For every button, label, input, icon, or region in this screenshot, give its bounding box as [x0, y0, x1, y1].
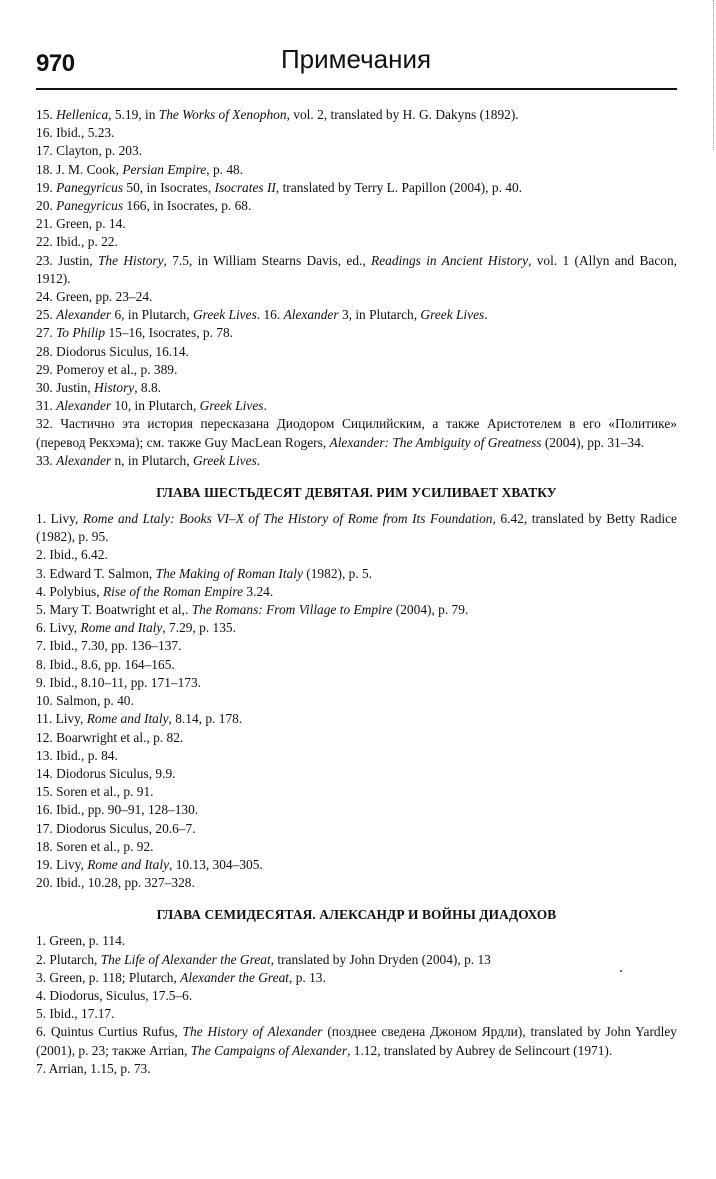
note-title-italic: Readings in Ancient History [371, 252, 529, 268]
note-text: 3. Green, p. 118; Plutarch, [36, 969, 181, 985]
note-text: , 7.29, p. 135. [162, 620, 236, 636]
note-item [36, 692, 677, 710]
note-item [36, 1005, 677, 1023]
note-text: (2004), pp. 31–34. [541, 434, 645, 450]
note-text: 3, in Plutarch, [338, 307, 421, 323]
page-edge-mark [712, 0, 714, 150]
note-title-italic: Rome and Italy [80, 620, 163, 636]
note-text: 15. Soren et al., p. 91. [36, 784, 154, 800]
note-text: 24. Green, pp. 23–24. [36, 289, 153, 305]
note-text: 25. [36, 307, 57, 323]
chapter-heading: ГЛАВА ШЕСТЬДЕСЯТ ДЕВЯТАЯ. РИМ УСИЛИВАЕТ ХВАТКУ [156, 485, 557, 501]
note-item [36, 124, 677, 142]
note-item [36, 729, 677, 747]
note-text: 6. Quintus Curtius Rufus, [36, 1024, 183, 1040]
note-title-italic: The History of Alexander [182, 1024, 323, 1040]
note-text: , 5.19, in [108, 107, 159, 122]
notes-section [36, 106, 677, 470]
page-header [36, 40, 676, 82]
note-item [36, 765, 677, 783]
note-item [36, 288, 677, 306]
note-text: , p. 13. [289, 969, 326, 985]
note-text: 17. Clayton, p. 203. [36, 143, 143, 159]
note-item [36, 801, 677, 819]
note-text: . [256, 452, 261, 468]
note-text: 6. Livy, [36, 620, 81, 636]
note-item [36, 161, 677, 179]
note-title-italic: Greek Lives [199, 398, 264, 414]
note-text: 2. Ibid., 6.42. [36, 547, 108, 563]
note-text: (позднее сведена Джоном Ярдли), translated by John Yardley (2001), p. 23; также Arrian, [36, 1024, 677, 1058]
note-text: 9. Ibid., 8.10–11, pp. 171–173. [36, 674, 202, 690]
note-text: . 16. [256, 307, 284, 323]
note-item [36, 987, 677, 1005]
note-text: 166, in Isocrates, p. 68. [123, 198, 252, 214]
note-title-italic: Rise of the Roman Empire [102, 583, 244, 599]
note-title-italic: Greek Lives [192, 307, 257, 323]
note-item [36, 179, 677, 197]
note-text: 10, in Plutarch, [111, 398, 200, 414]
note-item [36, 820, 677, 838]
note-title-italic: Greek Lives [192, 452, 257, 468]
note-text: 50, in Isocrates, [123, 179, 215, 195]
note-title-italic: Alexander [56, 452, 112, 468]
note-text: , translated by Terry L. Papillon (2004), p. 40. [275, 179, 522, 195]
note-text: 5. Ibid., 17.17. [36, 1006, 115, 1022]
notes-section [36, 906, 677, 1078]
note-text: 16. Ibid., pp. 90–91, 128–130. [36, 802, 199, 818]
note-text: 5. Mary T. Boatwright et al,. [36, 602, 192, 618]
note-item [36, 674, 677, 692]
note-text: , 6.42, translated by Betty Radice (1982), p. 95. [36, 511, 678, 545]
note-title-italic: Rome and Italy [87, 856, 170, 872]
note-item [36, 951, 677, 969]
note-text: 33. [36, 452, 57, 468]
notes-section [36, 484, 677, 892]
note-item [36, 397, 677, 415]
note-text: , 10.13, 304–305. [169, 856, 263, 872]
print-speck [620, 970, 622, 972]
note-item [36, 838, 677, 856]
note-text: , 8.14, p. 178. [168, 711, 243, 727]
note-text: 15–16, Isocrates, p. 78. [105, 325, 234, 341]
note-item [36, 1023, 677, 1059]
note-text: 20. [36, 198, 57, 214]
note-title-italic: Panegyricus [56, 179, 124, 195]
running-title: Примечания [280, 44, 432, 74]
note-item [36, 637, 677, 655]
note-text: 32. Частично эта история пересказана Диодором Сицилийским, а также Аристотелем в его «Политике» (перевод Рекхэма); см. также Guy MacLean Rogers, [36, 416, 677, 450]
note-text: 1. Green, p. 114. [36, 933, 126, 949]
note-text: , 7.5, in William Stearns Davis, ed., [163, 252, 372, 268]
note-item [36, 583, 677, 601]
note-item [36, 197, 677, 215]
note-item [36, 252, 677, 288]
note-text: 6, in Plutarch, [111, 307, 193, 323]
note-item [36, 215, 677, 233]
note-item [36, 783, 677, 801]
note-item [36, 415, 677, 451]
note-title-italic: Greek Lives [420, 307, 485, 323]
note-item [36, 106, 677, 124]
note-title-italic: The Works of Xenophon [158, 107, 287, 122]
note-title-italic: Alexander [283, 307, 339, 323]
note-text: 3.24. [243, 583, 274, 599]
note-text: 16. Ibid., 5.23. [36, 125, 115, 141]
note-text: 19. Livy, [36, 856, 88, 872]
note-title-italic: Alexander [56, 398, 112, 414]
note-item [36, 932, 677, 950]
note-text: 11. Livy, [36, 711, 87, 727]
note-item [36, 656, 677, 674]
note-text: , vol. 2, translated by H. G. Dakyns (1892). [286, 107, 519, 122]
note-title-italic: History [94, 380, 135, 396]
note-text: 18. Soren et al., p. 92. [36, 838, 154, 854]
note-text: 14. Diodorus Siculus, 9.9. [36, 765, 176, 781]
note-title-italic: The Romans: From Village to Empire [191, 602, 393, 618]
note-text: n, in Plutarch, [111, 452, 193, 468]
note-text: (1982), p. 5. [302, 565, 373, 581]
note-text: 31. [36, 398, 57, 414]
note-text: 27. [36, 325, 57, 341]
note-text: 30. Justin, [36, 380, 95, 396]
note-text: 4. Polybius, [36, 583, 103, 599]
note-item [36, 452, 677, 470]
note-text: , p. 48. [206, 161, 244, 177]
note-item [36, 361, 677, 379]
note-text: . [484, 307, 488, 323]
note-title-italic: To Philip [56, 325, 106, 341]
note-title-italic: Rome and Italy [86, 711, 169, 727]
note-text: 2. Plutarch, [36, 951, 101, 967]
note-item [36, 969, 677, 987]
note-item [36, 546, 677, 564]
note-item [36, 565, 677, 583]
note-title-italic: Persian Empire [122, 161, 207, 177]
note-title-italic: The History [97, 252, 164, 268]
page-number: 970 [36, 50, 75, 77]
note-title-italic: The Life of Alexander the Great [100, 951, 271, 967]
note-item [36, 601, 677, 619]
note-item [36, 142, 677, 160]
note-text: 23. Justin, [36, 252, 98, 268]
note-text: 1. Livy, [36, 511, 83, 527]
note-text: 12. Boarwright et al., p. 82. [36, 729, 184, 745]
note-title-italic: Hellenica [56, 107, 109, 122]
note-title-italic: Alexander: The Ambiguity of Greatness [329, 434, 542, 450]
note-title-italic: The Campaigns of Alexander [190, 1042, 348, 1058]
note-title-italic: Rome and Ltaly: Books VI–X of The History of Rome from Its Foundation [82, 511, 493, 527]
note-item [36, 233, 677, 251]
note-text: 18. J. M. Cook, [36, 161, 123, 177]
note-text: 17. Diodorus Siculus, 20.6–7. [36, 820, 196, 836]
note-text: (2004), p. 79. [392, 602, 469, 618]
note-text: 4. Diodorus, Siculus, 17.5–6. [36, 987, 193, 1003]
note-title-italic: Alexander the Great [180, 969, 289, 985]
note-text: , 1.12, translated by Aubrey de Selincourt (1971). [347, 1042, 613, 1058]
note-text: . [263, 398, 267, 414]
note-text: 29. Pomeroy et al., p. 389. [36, 361, 178, 377]
note-text: 3. Edward T. Salmon, [36, 565, 156, 581]
note-title-italic: Panegyricus [56, 198, 124, 214]
note-text: 28. Diodorus Siculus, 16.14. [36, 343, 189, 359]
note-item [36, 747, 677, 765]
note-text: 7. Ibid., 7.30, pp. 136–137. [36, 638, 182, 654]
note-text: 19. [36, 179, 57, 195]
note-title-italic: The Making of Roman Italy [155, 565, 303, 581]
note-item [36, 710, 677, 728]
note-item [36, 306, 677, 324]
note-text: 21. Green, p. 14. [36, 216, 126, 232]
chapter-heading: ГЛАВА СЕМИДЕСЯТАЯ. АЛЕКСАНДР И ВОЙНЫ ДИАДОХОВ [156, 907, 557, 923]
note-text: 20. Ibid., 10.28, pp. 327–328. [36, 875, 195, 891]
note-text: 8. Ibid., 8.6, pp. 164–165. [36, 656, 175, 672]
note-text: 22. Ibid., p. 22. [36, 234, 118, 250]
note-title-italic: Isocrates II [214, 179, 276, 195]
note-item [36, 619, 677, 637]
note-text: 13. Ibid., p. 84. [36, 747, 118, 763]
note-item [36, 379, 677, 397]
note-item [36, 874, 677, 892]
note-text: 10. Salmon, p. 40. [36, 693, 134, 709]
note-item [36, 856, 677, 874]
note-item [36, 324, 677, 342]
note-item [36, 343, 677, 361]
header-rule [36, 88, 677, 90]
note-text: , 8.8. [134, 380, 162, 396]
note-item [36, 1060, 677, 1078]
note-text: 15. [36, 107, 57, 122]
notes-content [36, 106, 677, 1078]
note-item [36, 510, 677, 546]
note-title-italic: Alexander [56, 307, 112, 323]
note-text: 7. Arrian, 1.15, p. 73. [36, 1060, 151, 1076]
note-text: , vol. 1 (Allyn and Bacon, 1912). [36, 252, 678, 286]
note-text: , translated by John Dryden (2004), p. 13 [270, 951, 491, 967]
